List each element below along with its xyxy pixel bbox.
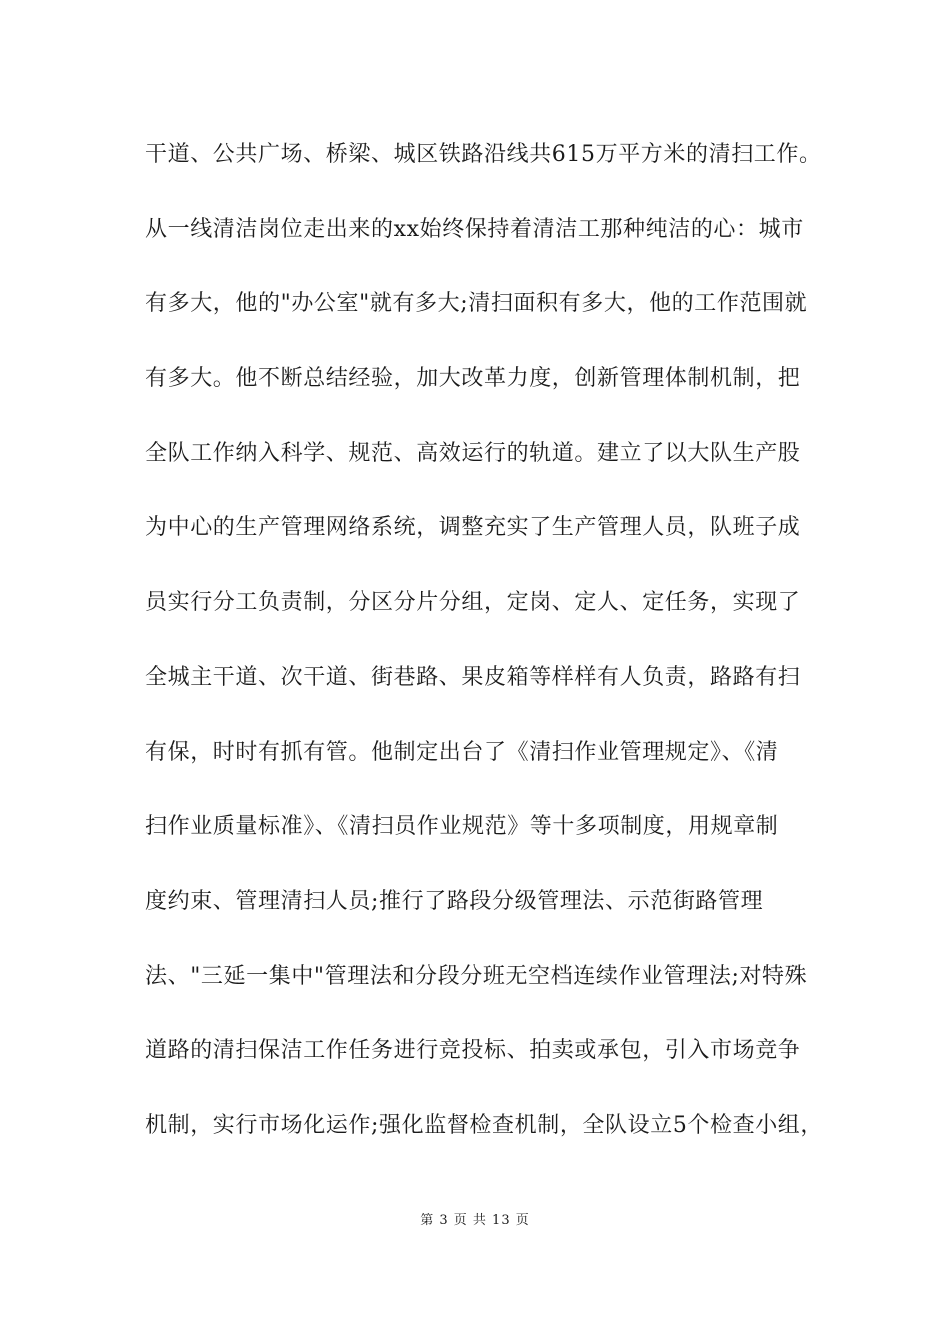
text-line-6: 为中心的生产管理网络系统，调整充实了生产管理人员，队班子成	[145, 515, 801, 541]
text-line-11: 度约束、管理清扫人员;推行了路段分级管理法、示范街路管理	[145, 888, 764, 914]
text-line-5: 全队工作纳入科学、规范、高效运行的轨道。建立了以大队生产股	[145, 440, 801, 466]
body-text	[145, 140, 845, 1186]
text-line-2: 从一线清洁岗位走出来的xx始终保持着清洁工那种纯洁的心：城市	[145, 216, 804, 242]
text-line-7: 员实行分工负责制，分区分片分组，定岗、定人、定任务，实现了	[145, 590, 801, 616]
text-line-1: 干道、公共广场、桥梁、城区铁路沿线共615万平方米的清扫工作。	[145, 142, 822, 167]
text-line-3: 有多大，他的"办公室"就有多大;清扫面积有多大，他的工作范围就	[145, 291, 808, 317]
text-line-9: 有保，时时有抓有管。他制定出台了《清扫作业管理规定》、《清	[145, 739, 779, 765]
text-line-4: 有多大。他不断总结经验，加大改革力度，创新管理体制机制，把	[145, 366, 801, 392]
text-line-10: 扫作业质量标准》、《清扫员作业规范》等十多项制度，用规章制	[145, 814, 779, 840]
text-line-14: 机制，实行市场化运作;强化监督检查机制，全队设立5个检查小组，	[145, 1112, 824, 1138]
text-line-13: 道路的清扫保洁工作任务进行竞投标、拍卖或承包，引入市场竞争	[145, 1038, 801, 1064]
text-line-12: 法、"三延一集中"管理法和分段分班无空档连续作业管理法;对特殊	[145, 963, 808, 989]
text-line-8: 全城主干道、次干道、街巷路、果皮箱等样样有人负责，路路有扫	[145, 664, 801, 690]
page-number-footer: 第 3 页 共 13 页	[420, 1213, 530, 1228]
